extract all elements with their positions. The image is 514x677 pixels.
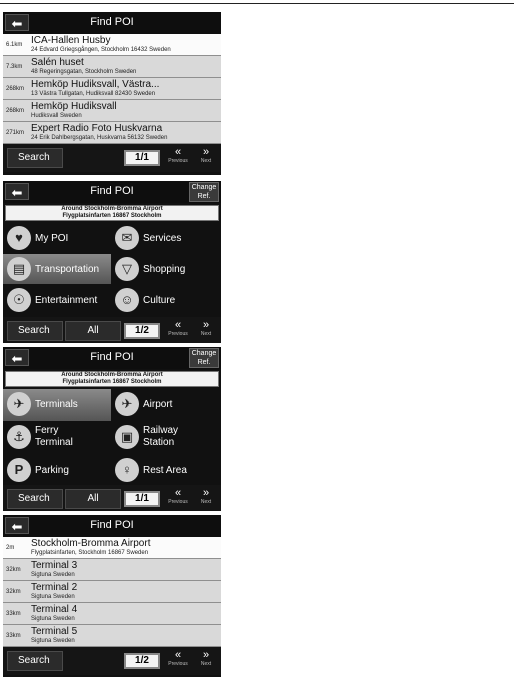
screen-poi-results [3,12,221,175]
category-label: Culture [143,295,176,306]
search-button[interactable]: Search [7,148,63,168]
page-indicator: 1/2 [124,323,160,339]
page-title: Find POI [90,185,134,197]
search-button[interactable]: Search [7,651,63,671]
list-item[interactable] [3,56,221,78]
category-my-poi[interactable] [3,223,111,253]
category-services[interactable] [111,223,219,253]
back-arrow-icon[interactable]: ⬅ [5,183,29,200]
next-button[interactable] [194,319,218,343]
previous-label: Previous [168,331,188,337]
double-chevron-left-icon: « [174,319,182,331]
previous-button[interactable] [166,649,190,673]
double-chevron-right-icon: » [202,146,210,158]
previous-button[interactable] [166,146,190,170]
double-chevron-right-icon: » [202,319,210,331]
category-label: Rest Area [143,465,187,476]
title-bar [3,347,221,369]
previous-button[interactable] [166,487,190,511]
top-rule [0,3,514,4]
envelope-icon: ✉ [115,226,139,250]
poi-name: Salén huset [31,57,84,68]
page-title: Find POI [90,16,134,28]
category-grid [3,389,221,485]
distance: 268km [6,108,25,114]
poi-name: Terminal 5 [31,626,78,637]
category-railway-station[interactable] [111,422,219,454]
category-airport[interactable] [111,389,219,421]
category-rest-area[interactable] [111,455,219,485]
next-label: Next [200,499,212,505]
distance: 268km [6,86,25,92]
ferry-icon: ⚓ [7,425,31,449]
previous-label: Previous [168,499,188,505]
masks-icon: ☺ [115,288,139,312]
category-label: Entertainment [35,295,98,306]
train-icon: ▣ [115,425,139,449]
reference-address: Flygplatsinfarten 16867 Stockholm [62,213,162,219]
double-chevron-left-icon: « [174,146,182,158]
back-arrow-icon[interactable]: ⬅ [5,349,29,366]
category-grid [3,223,221,317]
next-label: Next [200,661,212,667]
next-button[interactable] [194,146,218,170]
back-arrow-icon[interactable]: ⬅ [5,14,29,31]
search-button[interactable]: Search [7,489,63,509]
next-label: Next [200,331,212,337]
all-button[interactable]: All [65,489,121,509]
list-item[interactable] [3,122,221,144]
poi-name: Expert Radio Foto Huskvarna [31,123,163,134]
reference-address: Flygplatsinfarten 16867 Stockholm [62,379,162,385]
film-icon: ☉ [7,288,31,312]
previous-label: Previous [168,661,188,667]
all-button[interactable]: All [65,321,121,341]
search-button[interactable]: Search [7,321,63,341]
parking-icon: P [7,458,31,482]
plane-icon: ✈ [115,392,139,416]
title-bar [3,515,221,537]
bottom-bar [3,144,221,172]
reference-location [5,205,219,221]
page-indicator: 1/1 [124,150,160,166]
heart-icon: ♥ [7,226,31,250]
double-chevron-left-icon: « [174,487,182,499]
list-item[interactable] [3,625,221,647]
category-culture[interactable] [111,285,219,315]
bottom-bar [3,317,221,343]
screen-terminal-results [3,515,221,677]
list-item[interactable] [3,34,221,56]
list-item[interactable] [3,537,221,559]
bottom-bar [3,485,221,511]
list-item[interactable] [3,603,221,625]
category-ferry-terminal[interactable] [3,422,111,454]
poi-address: 24 Erik Dahlbergsgatan, Huskvarna 56132 Sweden [31,135,168,141]
poi-name: Hemköp Hudiksvall [31,101,117,112]
reference-location [5,371,219,387]
poi-address: Flygplatsinfarten, Stockholm 16867 Sweden [31,550,149,556]
reference-place: Around Stockholm-Bromma Airport [61,372,163,378]
change-ref-button[interactable]: Change Ref. [189,182,219,202]
list-item[interactable] [3,78,221,100]
screen-poi-categories [3,181,221,343]
double-chevron-right-icon: » [202,649,210,661]
poi-address: Sigtuna Sweden [31,638,75,644]
category-transportation[interactable] [3,254,111,284]
category-label: Parking [35,465,69,476]
category-entertainment[interactable] [3,285,111,315]
distance: 33km [6,611,21,617]
next-button[interactable] [194,649,218,673]
title-bar [3,181,221,203]
double-chevron-right-icon: » [202,487,210,499]
label-line-2: Terminal [35,437,73,448]
category-label: Airport [143,399,173,410]
list-item[interactable] [3,581,221,603]
next-button[interactable] [194,487,218,511]
distance: 32km [6,567,21,573]
poi-name: Stockholm-Bromma Airport [31,538,151,549]
back-arrow-icon[interactable]: ⬅ [5,517,29,534]
distance: 7.3km [6,64,23,70]
distance: 33km [6,633,21,639]
poi-name: Terminal 2 [31,582,78,593]
page-indicator: 1/1 [124,491,160,507]
screen-transport-categories [3,347,221,511]
category-parking[interactable] [3,455,111,485]
bus-icon: ▤ [7,257,31,281]
poi-address: Sigtuna Sweden [31,616,75,622]
previous-button[interactable] [166,319,190,343]
poi-address: Sigtuna Sweden [31,594,75,600]
poi-name: Terminal 3 [31,560,78,571]
label-line-1: Ferry [35,425,59,436]
poi-name: Terminal 4 [31,604,78,615]
category-shopping[interactable] [111,254,219,284]
bottom-bar [3,647,221,675]
next-label: Next [200,158,212,164]
reference-place: Around Stockholm-Bromma Airport [61,206,163,212]
list-item[interactable] [3,100,221,122]
page-indicator: 1/2 [124,653,160,669]
cart-icon: ▽ [115,257,139,281]
distance: 6.1km [6,42,23,48]
double-chevron-left-icon: « [174,649,182,661]
list-item[interactable] [3,559,221,581]
poi-name: ICA-Hallen Husby [31,35,111,46]
poi-address: 24 Edvard Griegsgången, Stockholm 16432 Sweden [31,47,171,53]
category-terminals[interactable] [3,389,111,421]
poi-address: 48 Regeringsgatan, Stockholm Sweden [31,69,137,75]
category-label: Terminals [35,399,78,410]
poi-address: Sigtuna Sweden [31,572,75,578]
label-line-2: Station [143,437,175,448]
category-label: Services [143,233,182,244]
distance: 32km [6,589,21,595]
page-title: Find POI [90,351,134,363]
poi-name: Hemköp Hudiksvall, Västra... [31,79,160,90]
distance: 271km [6,130,25,136]
label-line-1: Railway [143,425,179,436]
category-label: Transportation [35,264,100,275]
category-label: Shopping [143,264,186,275]
title-bar [3,12,221,34]
category-label [35,425,73,449]
distance: 2m [6,545,15,551]
restroom-icon: ♀ [115,458,139,482]
page-title: Find POI [90,519,134,531]
poi-address: 13 Västra Tullgatan, Hudiksvall 82430 Sweden [31,91,156,97]
change-ref-button[interactable]: Change Ref. [189,348,219,368]
plane-icon: ✈ [7,392,31,416]
previous-label: Previous [168,158,188,164]
category-label [143,425,178,449]
poi-address: Hudiksvall Sweden [31,113,82,119]
category-label: My POI [35,233,69,244]
